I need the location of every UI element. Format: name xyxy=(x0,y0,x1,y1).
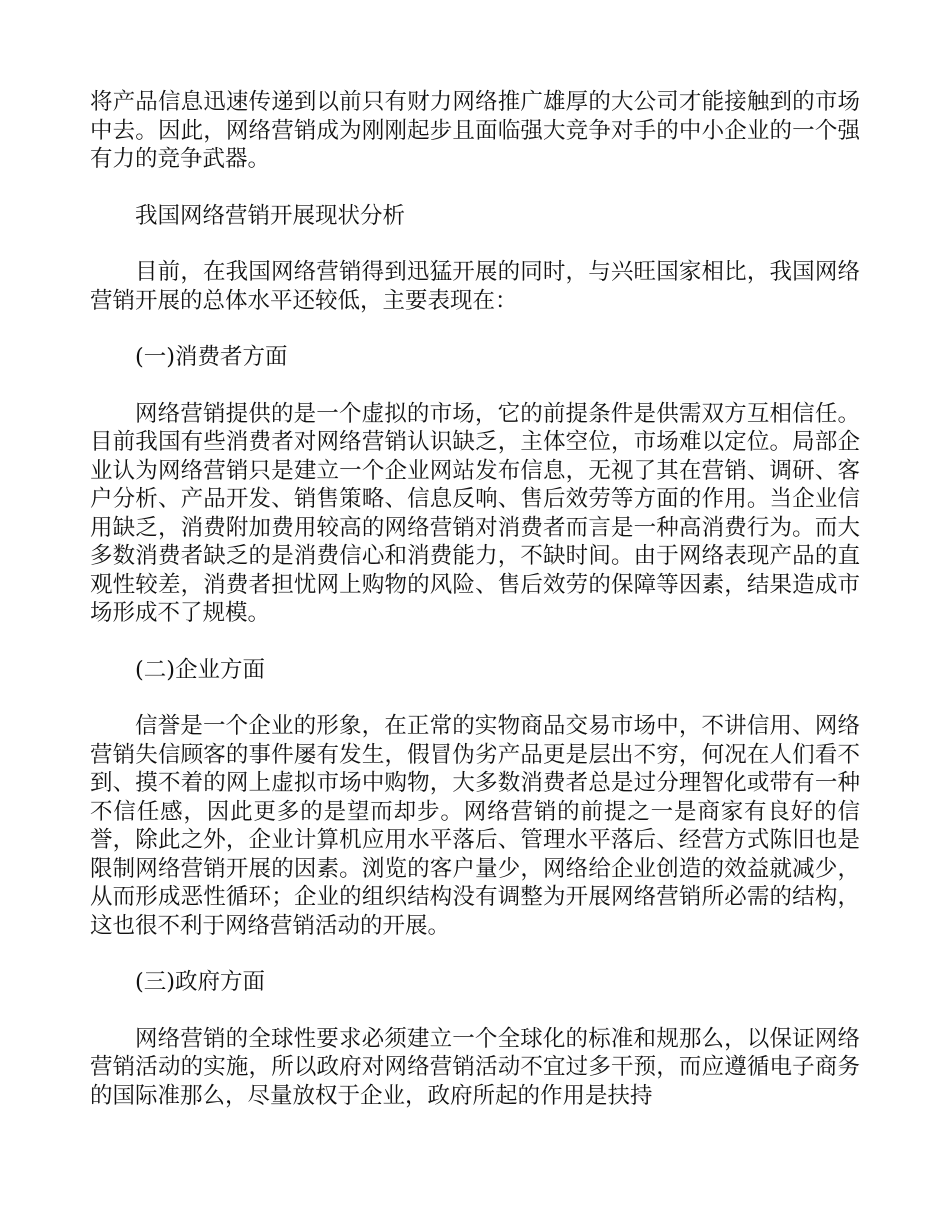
paragraph-government: 网络营销的全球性要求必须建立一个全球化的标准和规那么，以保证网络营销活动的实施，所以政府对网络营销活动不宜过多干预，而应遵循电子商务的国际准那么，尽量放权于企业，政府所起的作用是扶持 xyxy=(90,1025,860,1109)
paragraph-gap xyxy=(90,174,860,202)
paragraph-enterprises: 信誉是一个企业的形象，在正常的实物商品交易市场中，不讲信用、网络营销失信顾客的事件屡有发生，假冒伪劣产品更是层出不穷，何况在人们看不到、摸不着的网上虚拟市场中购物，大多数消费者总是过分理智化或带有一种不信任感，因此更多的是望而却步。网络营销的前提之一是商家有良好的信誉，除此之外，企业计算机应用水平落后、管理水平落后、经营方式陈旧也是限制网络营销开展的因素。浏览的客户量少，网络给企业创造的效益就减少，从而形成恶性循环；企业的组织结构没有调整为开展网络营销所必需的结构，这也很不利于网络营销活动的开展。 xyxy=(90,713,860,939)
paragraph-gap xyxy=(90,684,860,712)
paragraph-gap xyxy=(90,230,860,258)
paragraph-overview: 目前，在我国网络营销得到迅猛开展的同时，与兴旺国家相比，我国网络营销开展的总体水平还较低，主要表现在： xyxy=(90,259,860,314)
paragraph-intro: 将产品信息迅速传递到以前只有财力网络推广雄厚的大公司才能接触到的市场中去。因此，网络营销成为刚刚起步且面临强大竞争对手的中小企业的一个强有力的竞争武器。 xyxy=(90,89,860,172)
paragraph-gap xyxy=(90,628,860,656)
paragraph-gap xyxy=(90,997,860,1025)
subheading-consumers: (一)消费者方面 xyxy=(135,344,288,370)
subheading-enterprises: (二)企业方面 xyxy=(135,656,266,683)
document-page xyxy=(90,88,860,1110)
paragraph-consumers: 网络营销提供的是一个虚拟的市场，它的前提条件是供需双方互相信任。目前我国有些消费者对网络营销认识缺乏，主体空位，市场难以定位。局部企业认为网络营销只是建立一个企业网站发布信息，无视了其在营销、调研、客户分析、产品开发、销售策略、信息反响、售后效劳等方面的作用。当企业信用缺乏，消费附加费用较高的网络营销对消费者而言是一种高消费行为。而大多数消费者缺乏的是消费信心和消费能力，不缺时间。由于网络表现产品的直观性较差，消费者担忧网上购物的风险、售后效劳的保障等因素，结果造成市场形成不了规模。 xyxy=(90,400,860,626)
paragraph-gap xyxy=(90,940,860,968)
section-heading-status: 我国网络营销开展现状分析 xyxy=(135,202,406,229)
subheading-government: (三)政府方面 xyxy=(135,969,266,995)
paragraph-gap xyxy=(90,315,860,343)
paragraph-gap xyxy=(90,372,860,400)
